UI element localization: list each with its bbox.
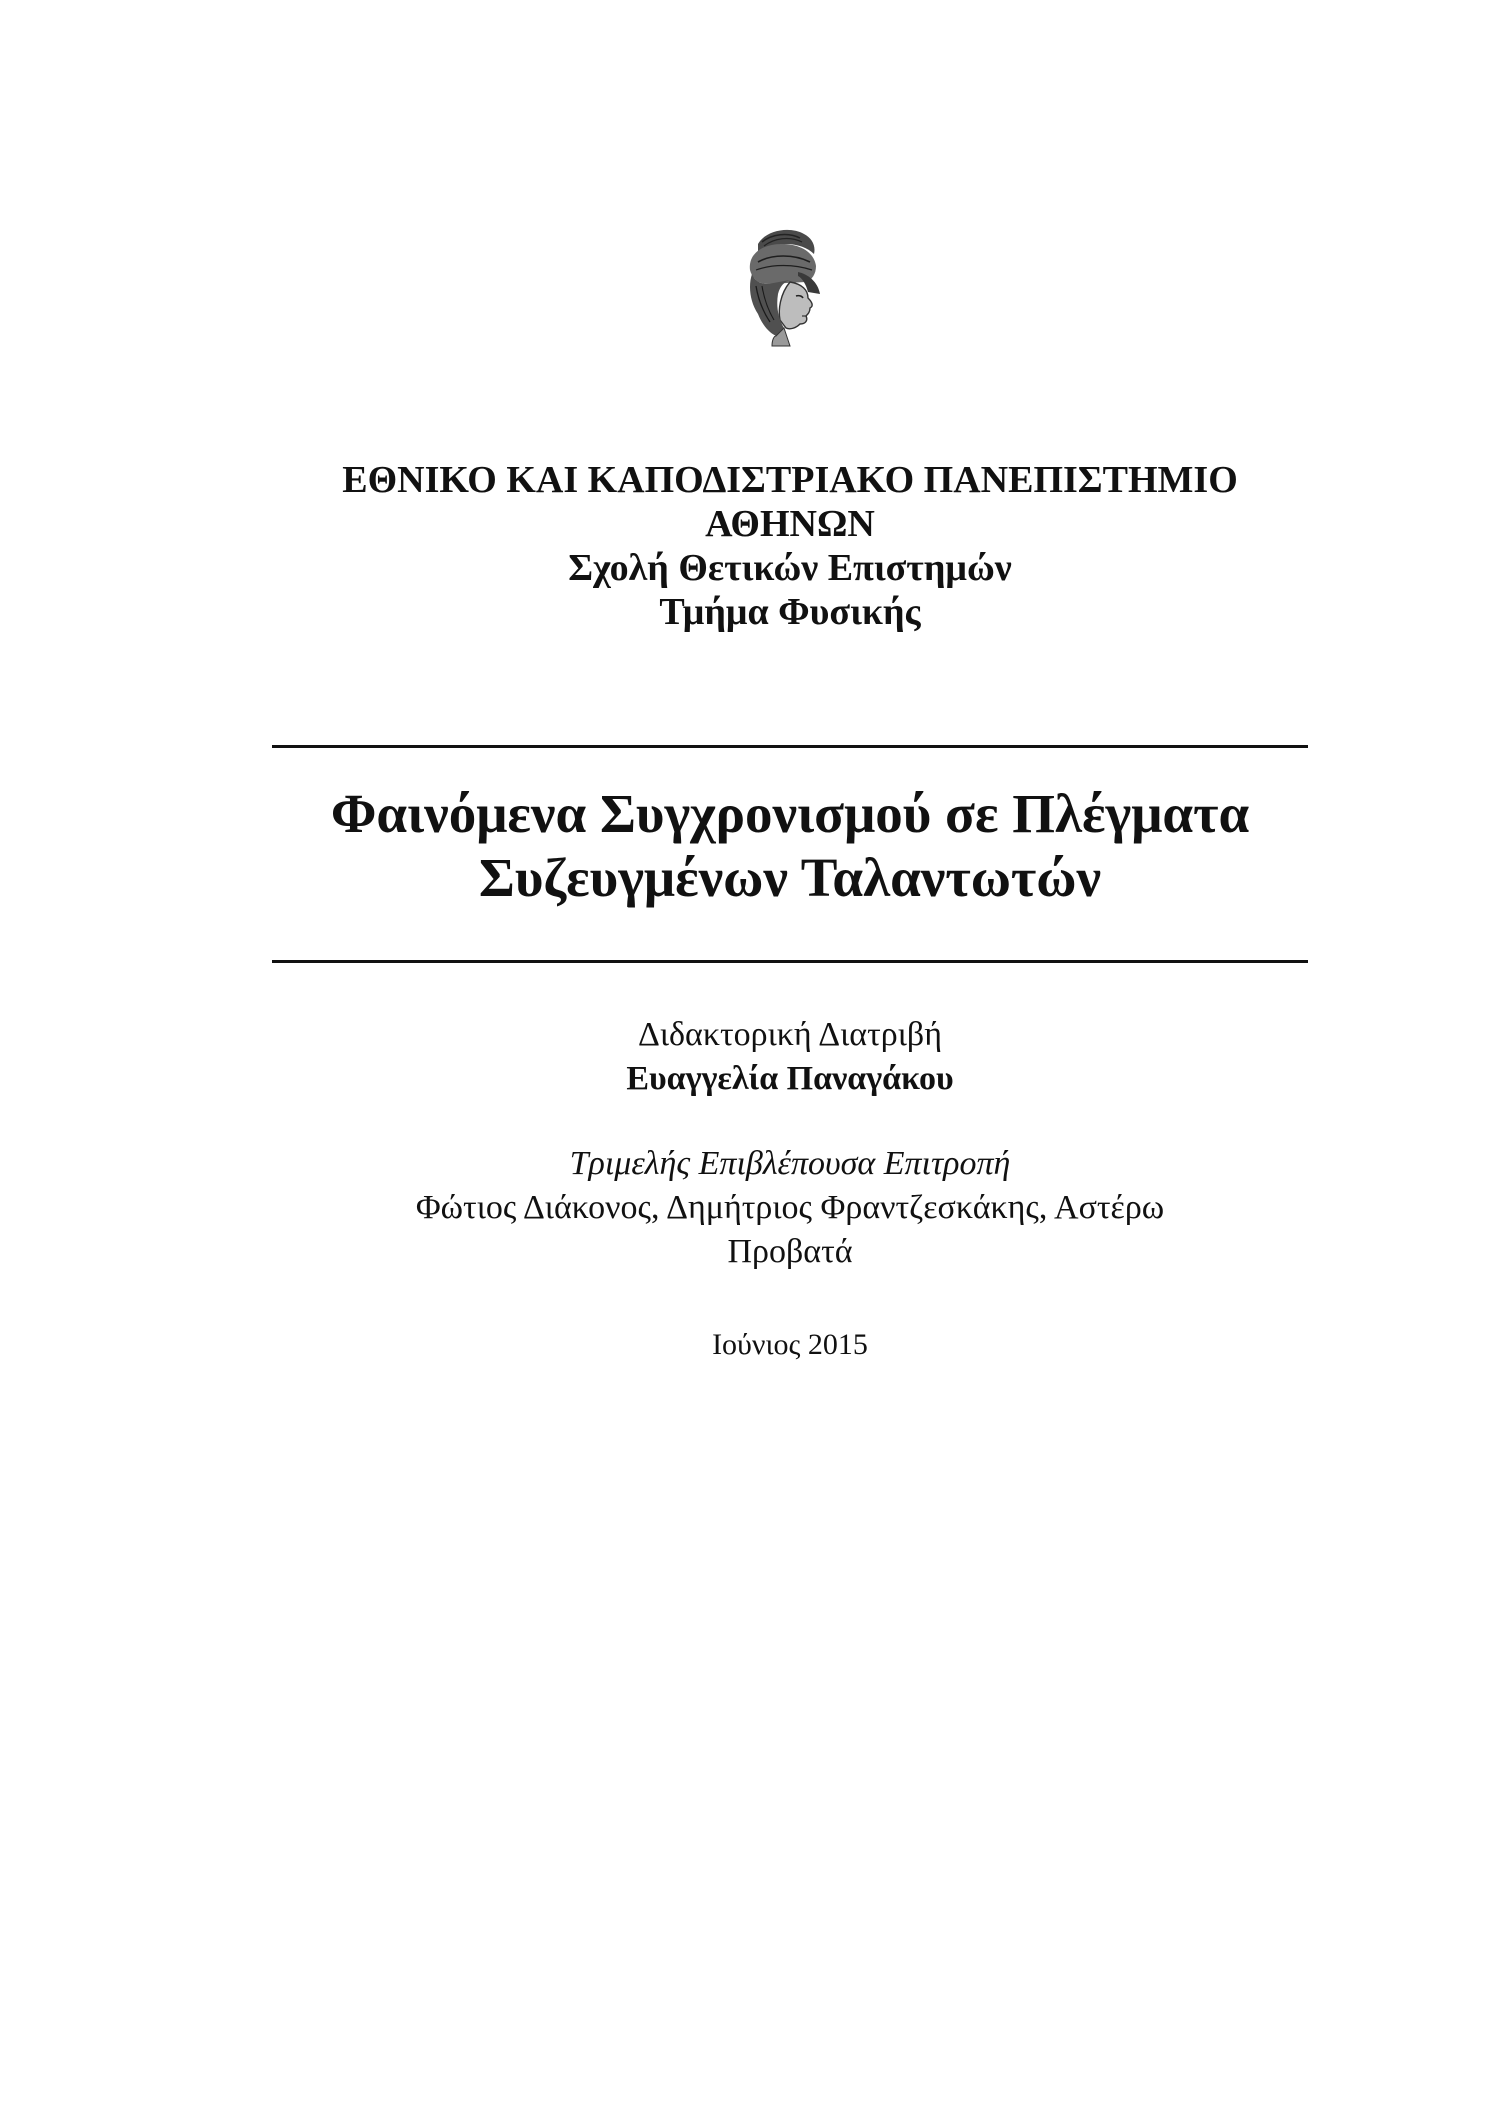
thesis-author: Ευαγγελία Παναγάκου	[626, 1060, 954, 1097]
athena-head-crest-icon	[728, 224, 840, 350]
committee-block	[270, 1142, 1310, 1274]
university-name-line1: ΕΘΝΙΚΟ ΚΑΙ ΚΑΠΟΔΙΣΤΡΙΑΚΟ ΠΑΝΕΠΙΣΤΗΜΙΟ	[342, 459, 1238, 501]
thesis-title-line2: Συζευγμένων Ταλαντωτών	[478, 847, 1102, 908]
university-name-line2: ΑΘΗΝΩΝ	[705, 503, 875, 545]
thesis-type: Διδακτορική Διατριβή	[638, 1016, 942, 1053]
department-name: Τμήμα Φυσικής	[659, 591, 921, 633]
thesis-info	[270, 1013, 1310, 1101]
committee-members-line2: Προβατά	[727, 1233, 853, 1270]
thesis-date: Ιούνιος 2015	[712, 1328, 868, 1361]
title-rule-bottom	[272, 960, 1308, 963]
title-rule-top	[272, 745, 1308, 748]
committee-label: Τριμελής Επιβλέπουσα Επιτροπή	[569, 1145, 1011, 1182]
school-name: Σχολή Θετικών Επιστημών	[568, 547, 1012, 589]
committee-members-line1: Φώτιος Διάκονος, Δημήτριος Φραντζεσκάκης, Αστέρω	[415, 1189, 1165, 1226]
university-header	[270, 458, 1310, 634]
thesis-title-line1: Φαινόμενα Συγχρονισμού σε Πλέγματα	[330, 783, 1250, 844]
thesis-title	[270, 782, 1310, 910]
